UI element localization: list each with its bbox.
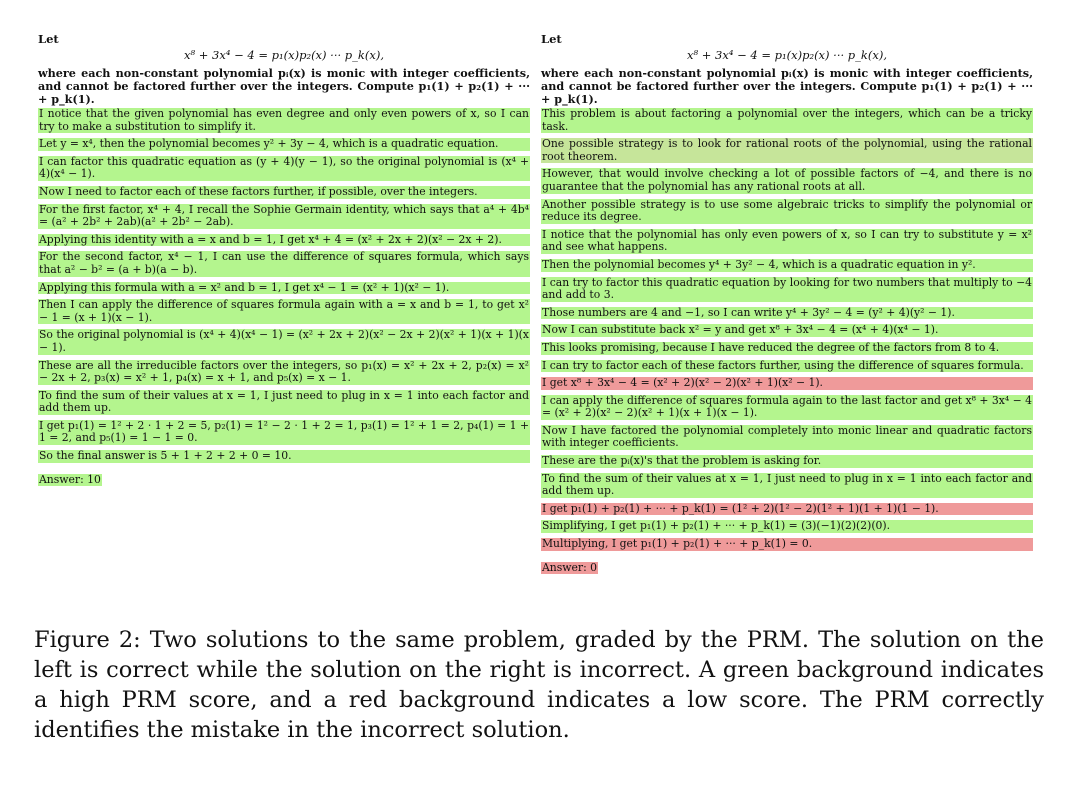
answer-step: Answer: 0 xyxy=(542,560,598,574)
solution-step: I notice that the given polynomial has even degree and only even powers of x, so I can try to make a substitution to simplify it. xyxy=(39,107,529,133)
solution-step: Now I have factored the polynomial completely into monic linear and quadratic factors with integer coefficients. xyxy=(542,423,1032,450)
solution-step: So the final answer is 5 + 1 + 2 + 2 + 0 = 10. xyxy=(38,450,530,463)
problem-equation: x⁸ + 3x⁴ − 4 = p₁(x)p₂(x) ··· p_k(x), xyxy=(184,48,384,62)
solution-step: For the first factor, x⁴ + 4, I recall the Sophie Germain identity, which says that a⁴ + 4b⁴ = (a² + 2b² + 2ab)(a² + 2b² − 2ab). xyxy=(39,202,529,229)
solution-step: Then the polynomial becomes y⁴ + 3y² − 4, which is a quadratic equation in y². xyxy=(541,259,1033,272)
solution-step: I notice that the polynomial has only even powers of x, so I can try to substitute y = x² and see what happens. xyxy=(542,227,1032,254)
solution-step: This problem is about factoring a polynomial over the integers, which can be a tricky task. xyxy=(542,107,1032,133)
solution-step: I get x⁸ + 3x⁴ − 4 = (x² + 2)(x² − 2)(x² + 1)(x² − 1). xyxy=(541,377,1033,390)
solution-step: I can apply the difference of squares formula again to the last factor and get x⁸ + 3x⁴ − 4 = (x² + 2)(x² − 2)(x² + 1)(x + 1)(x − 1). xyxy=(542,393,1032,420)
problem-statement: where each non-constant polynomial pᵢ(x) is monic with integer coefficients, and cannot be factored further over the integers. Compute p₁(1) + p₂(1) + ··· + p_k(1). xyxy=(38,66,530,106)
solution-step: To find the sum of their values at x = 1, I just need to plug in x = 1 into each factor and add them up. xyxy=(542,471,1032,498)
solution-step: Simplifying, I get p₁(1) + p₂(1) + ··· + p_k(1) = (3)(−1)(2)(2)(0). xyxy=(541,520,1033,533)
solution-step: These are all the irreducible factors over the integers, so p₁(x) = x² + 2x + 2, p₂(x) = x² − 2x + 2, p₃(x) = x² + 1, p₄(x) = x + 1, and p₅(x) = x − 1. xyxy=(39,358,529,385)
left-solution xyxy=(38,32,530,491)
figure-caption: Figure 2: Two solutions to the same problem, graded by the PRM. The solution on the left is correct while the solution on the right is incorrect. A green background indicates a high PRM score, and a red background indicates a low score. The PRM correctly identifies the mistake in the incorrect solution. xyxy=(34,627,1044,743)
problem-statement: where each non-constant polynomial pᵢ(x) is monic with integer coefficients, and cannot be factored further over the integers. Compute p₁(1) + p₂(1) + ··· + p_k(1). xyxy=(541,66,1033,106)
solution-step: I get p₁(1) + p₂(1) + ··· + p_k(1) = (1² + 2)(1² − 2)(1² + 1)(1 + 1)(1 − 1). xyxy=(541,503,1033,516)
solution-step: Now I need to factor each of these factors further, if possible, over the integers. xyxy=(38,186,530,199)
solution-step: This looks promising, because I have reduced the degree of the factors from 8 to 4. xyxy=(541,342,1033,355)
solution-step: For the second factor, x⁴ − 1, I can use the difference of squares formula, which says that a² − b² = (a + b)(a − b). xyxy=(39,250,529,276)
solution-step: So the original polynomial is (x⁴ + 4)(x⁴ − 1) = (x² + 2x + 2)(x² − 2x + 2)(x² + 1)(x + 1)(x − 1). xyxy=(39,328,529,354)
answer-step: Answer: 10 xyxy=(39,472,101,486)
problem-equation: x⁸ + 3x⁴ − 4 = p₁(x)p₂(x) ··· p_k(x), xyxy=(687,48,887,62)
solution-step: Applying this formula with a = x² and b = 1, I get x⁴ − 1 = (x² + 1)(x² − 1). xyxy=(38,282,530,295)
solution-step: Now I can substitute back x² = y and get x⁸ + 3x⁴ − 4 = (x⁴ + 4)(x⁴ − 1). xyxy=(541,324,1033,337)
solution-step: I can try to factor this quadratic equation by looking for two numbers that multiply to −4 and add to 3. xyxy=(542,275,1032,302)
solution-step: However, that would involve checking a lot of possible factors of −4, and there is no guarantee that the polynomial has any rational roots at all. xyxy=(542,167,1032,193)
solution-step: Let y = x⁴, then the polynomial becomes y² + 3y − 4, which is a quadratic equation. xyxy=(38,138,530,151)
solution-step: One possible strategy is to look for rational roots of the polynomial, using the rational root theorem. xyxy=(542,137,1032,163)
solution-step: Another possible strategy is to use some algebraic tricks to simplify the polynomial or reduce its degree. xyxy=(542,197,1032,224)
solution-step: Applying this identity with a = x and b = 1, I get x⁴ + 4 = (x² + 2x + 2)(x² − 2x + 2). xyxy=(38,234,530,247)
solution-steps xyxy=(541,108,1033,579)
solution-steps xyxy=(38,108,530,491)
let-label: Let xyxy=(38,32,59,46)
solution-step: Those numbers are 4 and −1, so I can write y⁴ + 3y² − 4 = (y² + 4)(y² − 1). xyxy=(541,307,1033,320)
let-label: Let xyxy=(541,32,562,46)
solution-step: I can try to factor each of these factors further, using the difference of squares formula. xyxy=(541,360,1033,373)
solution-step: Then I can apply the difference of squares formula again with a = x and b = 1, to get x² − 1 = (x + 1)(x − 1). xyxy=(39,298,529,324)
solution-step: I get p₁(1) = 1² + 2 · 1 + 2 = 5, p₂(1) = 1² − 2 · 1 + 2 = 1, p₃(1) = 1² + 1 = 2, p₄(1) = 1 + 1 = 2, and p₅(1) = 1 − 1 = 0. xyxy=(39,418,529,445)
right-solution xyxy=(541,32,1033,579)
solution-step: I can factor this quadratic equation as (y + 4)(y − 1), so the original polynomial is (x⁴ + 4)(x⁴ − 1). xyxy=(39,154,529,181)
solution-step: These are the pᵢ(x)'s that the problem is asking for. xyxy=(541,455,1033,468)
solution-step: To find the sum of their values at x = 1, I just need to plug in x = 1 into each factor and add them up. xyxy=(39,388,529,415)
solution-step: Multiplying, I get p₁(1) + p₂(1) + ··· + p_k(1) = 0. xyxy=(541,538,1033,551)
